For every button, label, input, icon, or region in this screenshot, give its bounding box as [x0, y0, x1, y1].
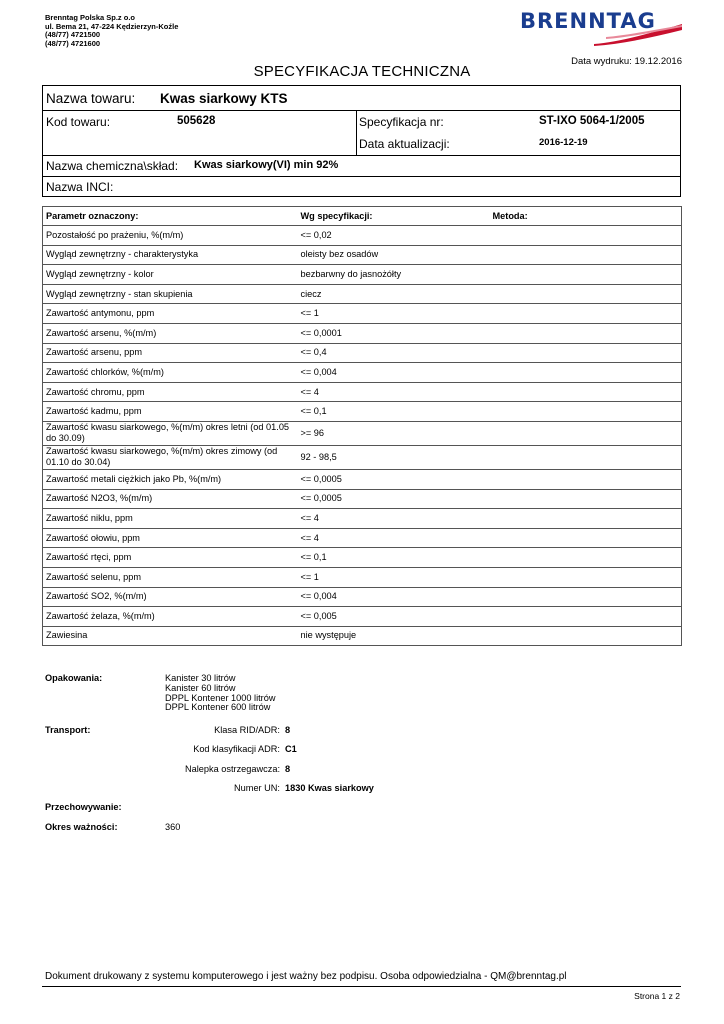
- parameter-cell: Zawartość ołowiu, ppm: [43, 528, 298, 548]
- spec-value-cell: >= 96: [298, 421, 490, 445]
- table-row: [43, 421, 682, 445]
- un-number-label: Numer UN:: [234, 783, 280, 793]
- table-row: [43, 304, 682, 324]
- spec-value-cell: <= 0,1: [298, 548, 490, 568]
- table-row: [43, 567, 682, 587]
- table-row: [43, 402, 682, 422]
- spec-value-cell: oleisty bez osadów: [298, 245, 490, 265]
- parameters-table: [42, 206, 682, 646]
- spec-value-cell: <= 1: [298, 304, 490, 324]
- inci-row: [43, 177, 680, 197]
- spec-value-cell: <= 0,0001: [298, 323, 490, 343]
- warning-label-label: Nalepka ostrzegawcza:: [185, 764, 280, 774]
- table-row: [43, 509, 682, 529]
- packaging-list: [165, 674, 275, 713]
- parameter-cell: Wygląd zewnętrzny - stan skupienia: [43, 284, 298, 304]
- method-cell: [490, 528, 682, 548]
- parameter-cell: Zawartość niklu, ppm: [43, 509, 298, 529]
- method-cell: [490, 245, 682, 265]
- page-title: SPECYFIKACJA TECHNICZNA: [253, 63, 471, 80]
- product-name-row: [43, 86, 680, 111]
- column-header: Wg specyfikacji:: [298, 207, 490, 226]
- column-header: Metoda:: [490, 207, 682, 226]
- method-cell: [490, 323, 682, 343]
- parameter-cell: Wygląd zewnętrzny - charakterystyka: [43, 245, 298, 265]
- storage-label: Przechowywanie:: [45, 802, 122, 812]
- spec-value-cell: nie występuje: [298, 626, 490, 646]
- method-cell: [490, 509, 682, 529]
- header-divider: [356, 111, 357, 155]
- spec-value-cell: <= 0,02: [298, 226, 490, 246]
- validity-value: 360: [165, 822, 181, 832]
- spec-value-cell: <= 0,004: [298, 363, 490, 383]
- packaging-item: DPPL Kontener 1000 litrów: [165, 692, 276, 703]
- method-cell: [490, 548, 682, 568]
- method-cell: [490, 626, 682, 646]
- spec-value-cell: <= 4: [298, 509, 490, 529]
- parameter-cell: Zawartość N2O3, %(m/m): [43, 489, 298, 509]
- method-cell: [490, 587, 682, 607]
- parameter-cell: Zawartość SO2, %(m/m): [43, 587, 298, 607]
- product-code-row: [43, 111, 680, 156]
- brenntag-logo: [520, 10, 682, 46]
- parameter-cell: Zawartość żelaza, %(m/m): [43, 607, 298, 627]
- spec-value-cell: <= 0,1: [298, 402, 490, 422]
- method-cell: [490, 567, 682, 587]
- column-header: Parametr oznaczony:: [43, 207, 298, 226]
- adr-code-label: Kod klasyfikacji ADR:: [193, 744, 280, 754]
- spec-value-cell: <= 0,0005: [298, 489, 490, 509]
- table-row: [43, 343, 682, 363]
- chemical-name-label: Nazwa chemiczna\skład:: [46, 159, 179, 173]
- table-row: [43, 548, 682, 568]
- table-header-row: [43, 207, 682, 226]
- company-phone-2: (48/77) 4721600: [45, 38, 101, 48]
- parameter-cell: Zawartość antymonu, ppm: [43, 304, 298, 324]
- footer-divider: [42, 986, 681, 987]
- table-row: [43, 226, 682, 246]
- table-row: [43, 587, 682, 607]
- parameter-cell: Zawartość arsenu, %(m/m): [43, 323, 298, 343]
- method-cell: [490, 284, 682, 304]
- parameter-cell: Zawartość kwasu siarkowego, %(m/m) okres letni (od 01.05 do 30.09): [43, 421, 298, 445]
- table-row: [43, 445, 682, 469]
- company-info: [45, 14, 178, 48]
- update-date-value: 2016-12-19: [539, 137, 588, 148]
- table-row: [43, 265, 682, 285]
- adr-code-value: C1: [285, 744, 297, 754]
- spec-value-cell: <= 0,005: [298, 607, 490, 627]
- packaging-item: Kanister 60 litrów: [165, 682, 236, 693]
- parameter-cell: Zawartość arsenu, ppm: [43, 343, 298, 363]
- page-number: Strona 1 z 2: [634, 991, 680, 1001]
- spec-value-cell: <= 1: [298, 567, 490, 587]
- spec-value-cell: <= 0,0005: [298, 469, 490, 489]
- warning-label-value: 8: [285, 764, 291, 774]
- spec-value-cell: <= 0,4: [298, 343, 490, 363]
- chemical-name-row: [43, 156, 680, 177]
- product-name-value: Kwas siarkowy KTS: [160, 91, 288, 106]
- spec-value-cell: <= 4: [298, 528, 490, 548]
- parameter-cell: Zawartość kwasu siarkowego, %(m/m) okres zimowy (od 01.10 do 30.04): [43, 445, 298, 469]
- transport-label: Transport:: [45, 725, 91, 735]
- parameter-cell: Zawartość selenu, ppm: [43, 567, 298, 587]
- packaging-item: Kanister 30 litrów: [165, 673, 236, 683]
- un-number-value: 1830 Kwas siarkowy: [285, 783, 374, 793]
- chemical-name-value: Kwas siarkowy(VI) min 92%: [194, 159, 339, 171]
- product-code-label: Kod towaru:: [46, 115, 111, 129]
- method-cell: [490, 363, 682, 383]
- print-date: Data wydruku: 19.12.2016: [571, 56, 682, 67]
- method-cell: [490, 265, 682, 285]
- company-phone-1: (48/77) 4721500: [45, 30, 101, 39]
- spec-no-value: ST-IXO 5064-1/2005: [539, 115, 645, 127]
- table-row: [43, 323, 682, 343]
- logo-swoosh-icon: [588, 24, 682, 46]
- update-date-label: Data aktualizacji:: [359, 137, 450, 151]
- table-row: [43, 528, 682, 548]
- parameter-cell: Zawartość rtęci, ppm: [43, 548, 298, 568]
- table-row: [43, 626, 682, 646]
- parameter-cell: Zawartość chromu, ppm: [43, 382, 298, 402]
- parameter-cell: Zawiesina: [43, 626, 298, 646]
- parameter-cell: Zawartość kadmu, ppm: [43, 402, 298, 422]
- parameter-cell: Pozostałość po prażeniu, %(m/m): [43, 226, 298, 246]
- company-address: ul. Bema 21, 47-224 Kędzierzyn-Koźle: [45, 21, 179, 31]
- table-row: [43, 607, 682, 627]
- product-header-box: [42, 85, 681, 197]
- footer-note: Dokument drukowany z systemu komputerowego i jest ważny bez podpisu. Osoba odpowiedzialna - QM@brenntag.pl: [45, 971, 567, 982]
- spec-value-cell: 92 - 98,5: [298, 445, 490, 469]
- validity-label: Okres ważności:: [45, 822, 118, 832]
- method-cell: [490, 343, 682, 363]
- table-row: [43, 284, 682, 304]
- method-cell: [490, 469, 682, 489]
- rid-adr-label: Klasa RID/ADR:: [214, 725, 280, 735]
- method-cell: [490, 489, 682, 509]
- spec-value-cell: <= 4: [298, 382, 490, 402]
- parameter-cell: Wygląd zewnętrzny - kolor: [43, 265, 298, 285]
- spec-no-label: Specyfikacja nr:: [359, 115, 444, 129]
- product-name-label: Nazwa towaru:: [46, 91, 136, 106]
- method-cell: [490, 445, 682, 469]
- spec-value-cell: <= 0,004: [298, 587, 490, 607]
- method-cell: [490, 402, 682, 422]
- method-cell: [490, 382, 682, 402]
- method-cell: [490, 226, 682, 246]
- packaging-item: DPPL Kontener 600 litrów: [165, 702, 271, 713]
- rid-adr-value: 8: [285, 725, 291, 735]
- inci-label: Nazwa INCI:: [46, 180, 114, 194]
- product-code-value: 505628: [177, 115, 216, 127]
- table-row: [43, 489, 682, 509]
- table-row: [43, 245, 682, 265]
- packaging-label: Opakowania:: [45, 673, 103, 683]
- table-row: [43, 382, 682, 402]
- method-cell: [490, 607, 682, 627]
- spec-value-cell: bezbarwny do jasnożółty: [298, 265, 490, 285]
- spec-value-cell: ciecz: [298, 284, 490, 304]
- method-cell: [490, 421, 682, 445]
- method-cell: [490, 304, 682, 324]
- logo-text: BRENNTAG: [520, 9, 656, 33]
- parameters-table-body: [43, 226, 682, 646]
- parameter-cell: Zawartość chlorków, %(m/m): [43, 363, 298, 383]
- table-row: [43, 363, 682, 383]
- table-row: [43, 469, 682, 489]
- parameter-cell: Zawartość metali ciężkich jako Pb, %(m/m): [43, 469, 298, 489]
- company-name: Brenntag Polska Sp.z o.o: [45, 13, 136, 22]
